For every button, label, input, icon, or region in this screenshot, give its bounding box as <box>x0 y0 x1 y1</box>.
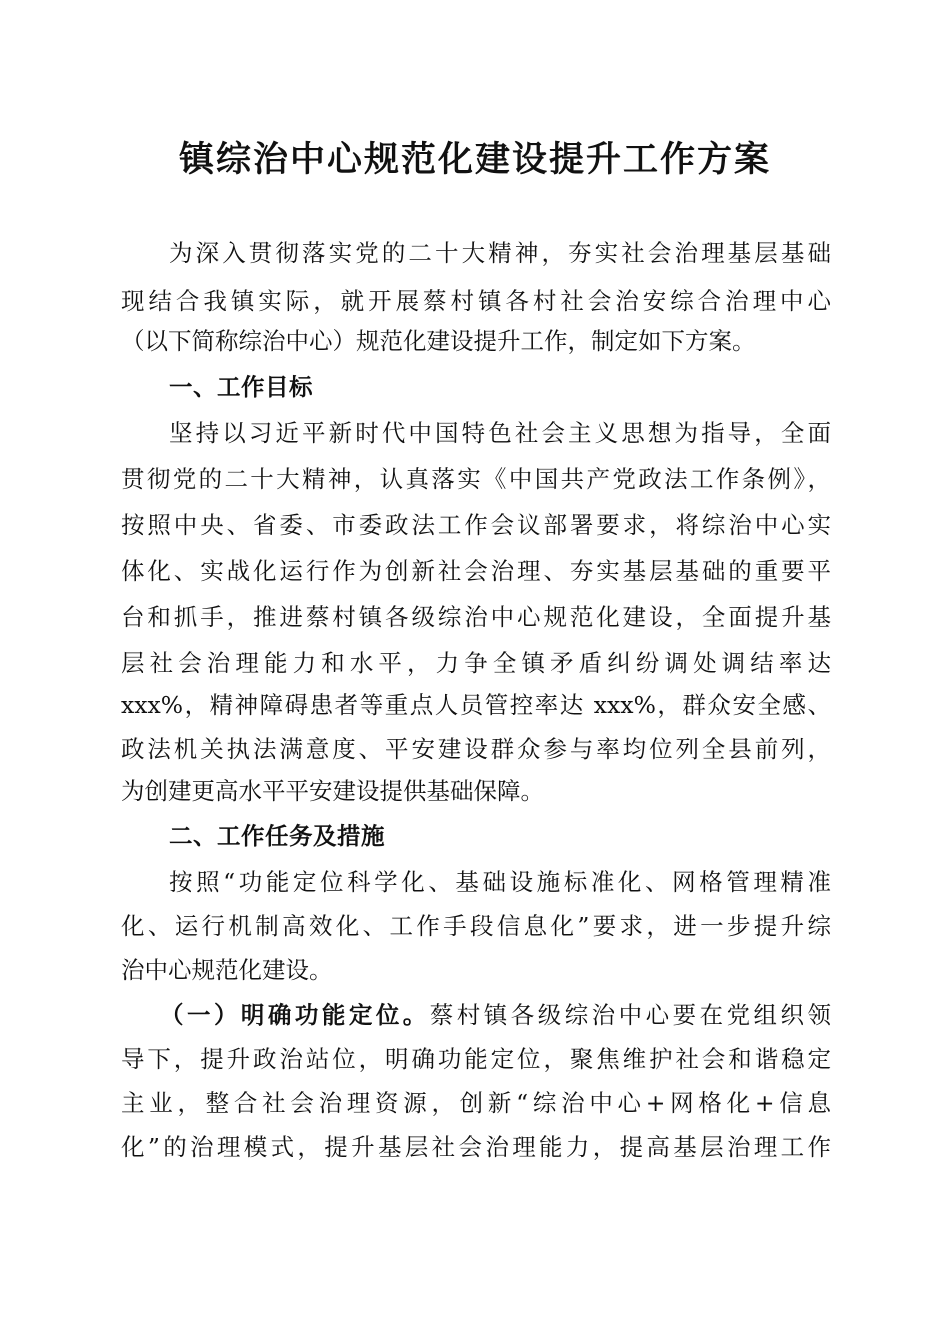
paragraph-line: 导下，提升政治站位，明确功能定位，聚焦维护社会和谐稳定 <box>121 1045 831 1073</box>
paragraph-line: 主业，整合社会治理资源，创新“综治中心+网格化+信息 <box>121 1089 831 1117</box>
paragraph-line: xxx%，精神障碍患者等重点人员管控率达 xxx%，群众安全感、 <box>121 691 831 719</box>
paragraph-line: 按照中央、省委、市委政法工作会议部署要求，将综治中心实 <box>121 511 831 539</box>
intro-line: 现结合我镇实际，就开展蔡村镇各村社会治安综合治理中心 <box>121 287 831 315</box>
section-heading: 二、工作任务及措施 <box>169 822 385 850</box>
paragraph-line: 化”的治理模式，提升基层社会治理能力，提高基层治理工作 <box>121 1133 831 1161</box>
item-label: （一）明确功能定位。 <box>160 1001 430 1029</box>
paragraph-line: 按照“功能定位科学化、基础设施标准化、网格管理精准 <box>169 868 831 896</box>
paragraph-line: 为创建更高水平平安建设提供基础保障。 <box>121 777 544 805</box>
intro-line: 为深入贯彻落实党的二十大精神，夯实社会治理基层基础 <box>169 239 831 267</box>
paragraph-line: 层社会治理能力和水平，力争全镇矛盾纠纷调处调结率达 <box>121 649 831 677</box>
paragraph-line: 化、运行机制高效化、工作手段信息化”要求，进一步提升综 <box>121 912 831 940</box>
section-heading: 一、工作目标 <box>169 373 313 401</box>
paragraph-line: 体化、实战化运行作为创新社会治理、夯实基层基础的重要平 <box>121 557 831 585</box>
paragraph-line: 政法机关执法满意度、平安建设群众参与率均位列全县前列， <box>121 735 831 763</box>
item-text: 蔡村镇各级综治中心要在党组织领 <box>429 1001 832 1029</box>
paragraph-line: 治中心规范化建设。 <box>121 956 333 984</box>
paragraph-line <box>160 999 831 1031</box>
paragraph-line: 台和抓手，推进蔡村镇各级综治中心规范化建设，全面提升基 <box>121 603 831 631</box>
paragraph-line: 贯彻党的二十大精神，认真落实《中国共产党政法工作条例》， <box>121 465 831 493</box>
intro-line: （以下简称综治中心）规范化建设提升工作，制定如下方案。 <box>121 327 756 355</box>
paragraph-line: 坚持以习近平新时代中国特色社会主义思想为指导，全面 <box>169 419 831 447</box>
document-title: 镇综治中心规范化建设提升工作方案 <box>178 139 771 180</box>
